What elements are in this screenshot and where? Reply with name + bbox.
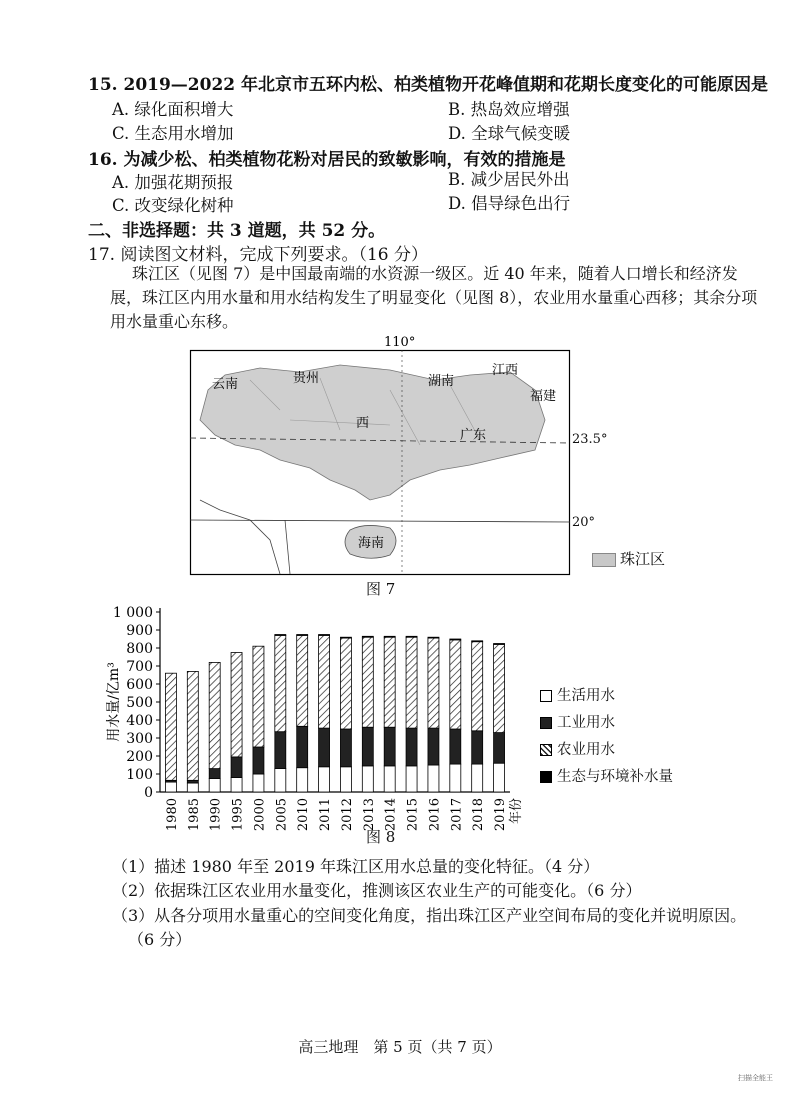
- q17-para-line3: 用水量重心东移。: [110, 312, 239, 331]
- bar-agricultural: [450, 640, 461, 729]
- chart-legend: [540, 683, 673, 791]
- q17-sub3: （3）从各分项用水量重心的空间变化角度，指出珠江区产业空间布局的变化并说明原因。: [112, 906, 747, 925]
- x-tick-label: 2005: [274, 798, 290, 832]
- y-tick-label: 800: [126, 641, 153, 657]
- map-label-fujian: 福建: [530, 389, 557, 404]
- bar-domestic: [428, 765, 439, 792]
- legend-swatch-agricultural: [540, 744, 552, 756]
- q15-stem: 15. 2019—2022 年北京市五环内松、柏类植物开花峰值期和花期长度变化的可能原因是: [88, 75, 769, 95]
- bar-industrial: [472, 731, 483, 764]
- map-label-hunan: 湖南: [428, 374, 455, 389]
- bar-industrial: [384, 727, 395, 766]
- pearl-river-map: [190, 335, 570, 575]
- bar-domestic: [406, 766, 417, 792]
- q16-stem: 16. 为减少松、柏类植物花粉对居民的致敏影响，有效的措施是: [88, 150, 566, 170]
- bar-domestic: [494, 763, 505, 792]
- bar-domestic: [187, 783, 198, 792]
- bar-industrial: [253, 747, 264, 774]
- legend-agricultural: 农业用水: [557, 742, 615, 758]
- bar-ecological: [428, 637, 439, 638]
- bar-ecological: [297, 635, 308, 636]
- bar-ecological: [450, 639, 461, 640]
- section-heading: 二、非选择题：共 3 道题，共 52 分。: [88, 221, 386, 241]
- bar-agricultural: [165, 673, 176, 780]
- y-tick-label: 0: [144, 785, 153, 801]
- map-label-xi: 西: [356, 416, 370, 431]
- q15-option-c: C. 生态用水增加: [112, 124, 234, 143]
- y-tick-label: 700: [126, 659, 153, 675]
- bar-agricultural: [406, 637, 417, 728]
- legend-domestic: 生活用水: [557, 688, 615, 704]
- bar-agricultural: [494, 644, 505, 732]
- bar-agricultural: [209, 662, 220, 768]
- bar-domestic: [165, 782, 176, 792]
- bar-agricultural: [472, 642, 483, 731]
- bar-domestic: [231, 778, 242, 792]
- map-lat-23-5: 23.5°: [572, 432, 608, 447]
- water-use-chart: [90, 600, 570, 830]
- bar-agricultural: [297, 635, 308, 726]
- bar-domestic: [362, 766, 373, 792]
- bar-industrial: [362, 727, 373, 766]
- legend-industrial: 工业用水: [557, 715, 615, 731]
- bar-domestic: [319, 767, 330, 792]
- q15-option-a: A. 绿化面积增大: [112, 100, 234, 119]
- y-tick-label: 600: [126, 677, 153, 693]
- bar-domestic: [275, 769, 286, 792]
- bar-industrial: [231, 757, 242, 778]
- map-legend-label: 珠江区: [620, 550, 666, 568]
- x-tick-label: 2012: [339, 798, 355, 832]
- bar-industrial: [275, 732, 286, 769]
- legend-swatch-domestic: [540, 690, 552, 702]
- bar-agricultural: [253, 646, 264, 747]
- map-legend-swatch: [592, 553, 616, 567]
- q17-sub1: （1）描述 1980 年至 2019 年珠江区用水总量的变化特征。（4 分）: [112, 857, 600, 876]
- legend-swatch-ecological: [540, 771, 552, 783]
- y-tick-label: 900: [126, 623, 153, 639]
- bar-agricultural: [231, 653, 242, 757]
- bar-industrial: [406, 728, 417, 766]
- bar-domestic: [384, 766, 395, 792]
- map-lon-label: 110°: [384, 335, 416, 350]
- q17-sub2: （2）依据珠江区农业用水量变化，推测该区农业生产的可能变化。（6 分）: [112, 881, 642, 900]
- y-tick-label: 500: [126, 695, 153, 711]
- x-tick-label: 2015: [405, 798, 421, 832]
- q16-option-d: D. 倡导绿色出行: [448, 194, 571, 213]
- x-tick-label: 2017: [449, 798, 465, 832]
- map-label-guangdong: 广东: [460, 428, 487, 443]
- bar-domestic: [450, 764, 461, 792]
- bar-ecological: [406, 636, 417, 637]
- bar-agricultural: [187, 671, 198, 780]
- y-axis-label: 用水量/亿m³: [106, 662, 122, 742]
- bar-agricultural: [319, 635, 330, 728]
- y-tick-label: 100: [126, 767, 153, 783]
- x-tick-label: 2010: [296, 798, 312, 832]
- bar-ecological: [275, 635, 286, 636]
- bar-domestic: [209, 779, 220, 793]
- bar-ecological: [319, 635, 330, 636]
- x-tick-label: 2014: [383, 798, 399, 832]
- bar-industrial: [209, 769, 220, 779]
- q17-stem: 17. 阅读图文材料，完成下列要求。（16 分）: [88, 245, 428, 265]
- bar-agricultural: [428, 638, 439, 728]
- map-legend: [592, 548, 665, 569]
- x-tick-label: 2018: [471, 798, 487, 832]
- bar-industrial: [319, 728, 330, 767]
- bar-agricultural: [340, 638, 351, 729]
- bar-ecological: [494, 644, 505, 645]
- x-tick-label: 1985: [186, 798, 202, 832]
- x-tick-label: 1990: [208, 798, 224, 832]
- map-label-jiangxi: 江西: [492, 363, 519, 378]
- bar-domestic: [472, 764, 483, 792]
- bar-ecological: [472, 641, 483, 642]
- bar-industrial: [428, 728, 439, 765]
- q16-option-a: A. 加强花期预报: [112, 173, 234, 192]
- bar-agricultural: [384, 637, 395, 727]
- x-tick-label: 2016: [427, 798, 443, 832]
- legend-swatch-industrial: [540, 717, 552, 729]
- bar-domestic: [253, 774, 264, 792]
- q17-para-line2: 展，珠江区内用水量和用水结构发生了明显变化（见图 8），农业用水量重心西移；其余分项: [110, 288, 758, 307]
- y-tick-label: 300: [126, 731, 153, 747]
- fig7-caption: 图 7: [366, 580, 396, 598]
- x-tick-label: 1995: [230, 798, 246, 832]
- page-footer: 高三地理 第 5 页（共 7 页）: [298, 1038, 502, 1056]
- bar-industrial: [340, 729, 351, 767]
- map-lat-20: 20°: [572, 515, 596, 530]
- x-tick-label: 2019: [493, 798, 509, 832]
- bar-industrial: [450, 729, 461, 764]
- x-tick-label: 1980: [164, 798, 180, 832]
- q17-para-line1: 珠江区（见图 7）是中国最南端的水资源一级区。近 40 年来，随着人口增长和经济发: [132, 264, 738, 283]
- bar-ecological: [362, 636, 373, 637]
- scanner-watermark: 扫描全能王: [738, 1074, 773, 1082]
- x-tick-label: 2011: [318, 798, 334, 832]
- x-tick-label: 2013: [361, 798, 377, 832]
- q17-sub3-points: （6 分）: [128, 930, 192, 949]
- x-axis-label: 年份: [509, 798, 524, 825]
- q16-option-b: B. 减少居民外出: [448, 170, 570, 189]
- bar-domestic: [340, 767, 351, 792]
- x-tick-label: 2000: [252, 798, 268, 832]
- map-label-yunnan: 云南: [212, 377, 239, 392]
- y-tick-label: 200: [126, 749, 153, 765]
- bar-industrial: [187, 780, 198, 783]
- bar-ecological: [340, 637, 351, 638]
- y-tick-label: 1 000: [112, 605, 153, 621]
- y-tick-label: 400: [126, 713, 153, 729]
- q15-option-b: B. 热岛效应增强: [448, 100, 570, 119]
- bar-domestic: [297, 768, 308, 792]
- q15-option-d: D. 全球气候变暖: [448, 124, 571, 143]
- fig8-caption: 图 8: [366, 828, 396, 846]
- bar-agricultural: [362, 637, 373, 727]
- bar-industrial: [494, 733, 505, 764]
- map-label-guizhou: 贵州: [293, 371, 320, 386]
- legend-ecological: 生态与环境补水量: [557, 769, 673, 785]
- map-label-hainan: 海南: [358, 536, 385, 551]
- q16-option-c: C. 改变绿化树种: [112, 196, 234, 215]
- bar-agricultural: [275, 635, 286, 731]
- bar-industrial: [297, 726, 308, 767]
- bar-ecological: [384, 636, 395, 637]
